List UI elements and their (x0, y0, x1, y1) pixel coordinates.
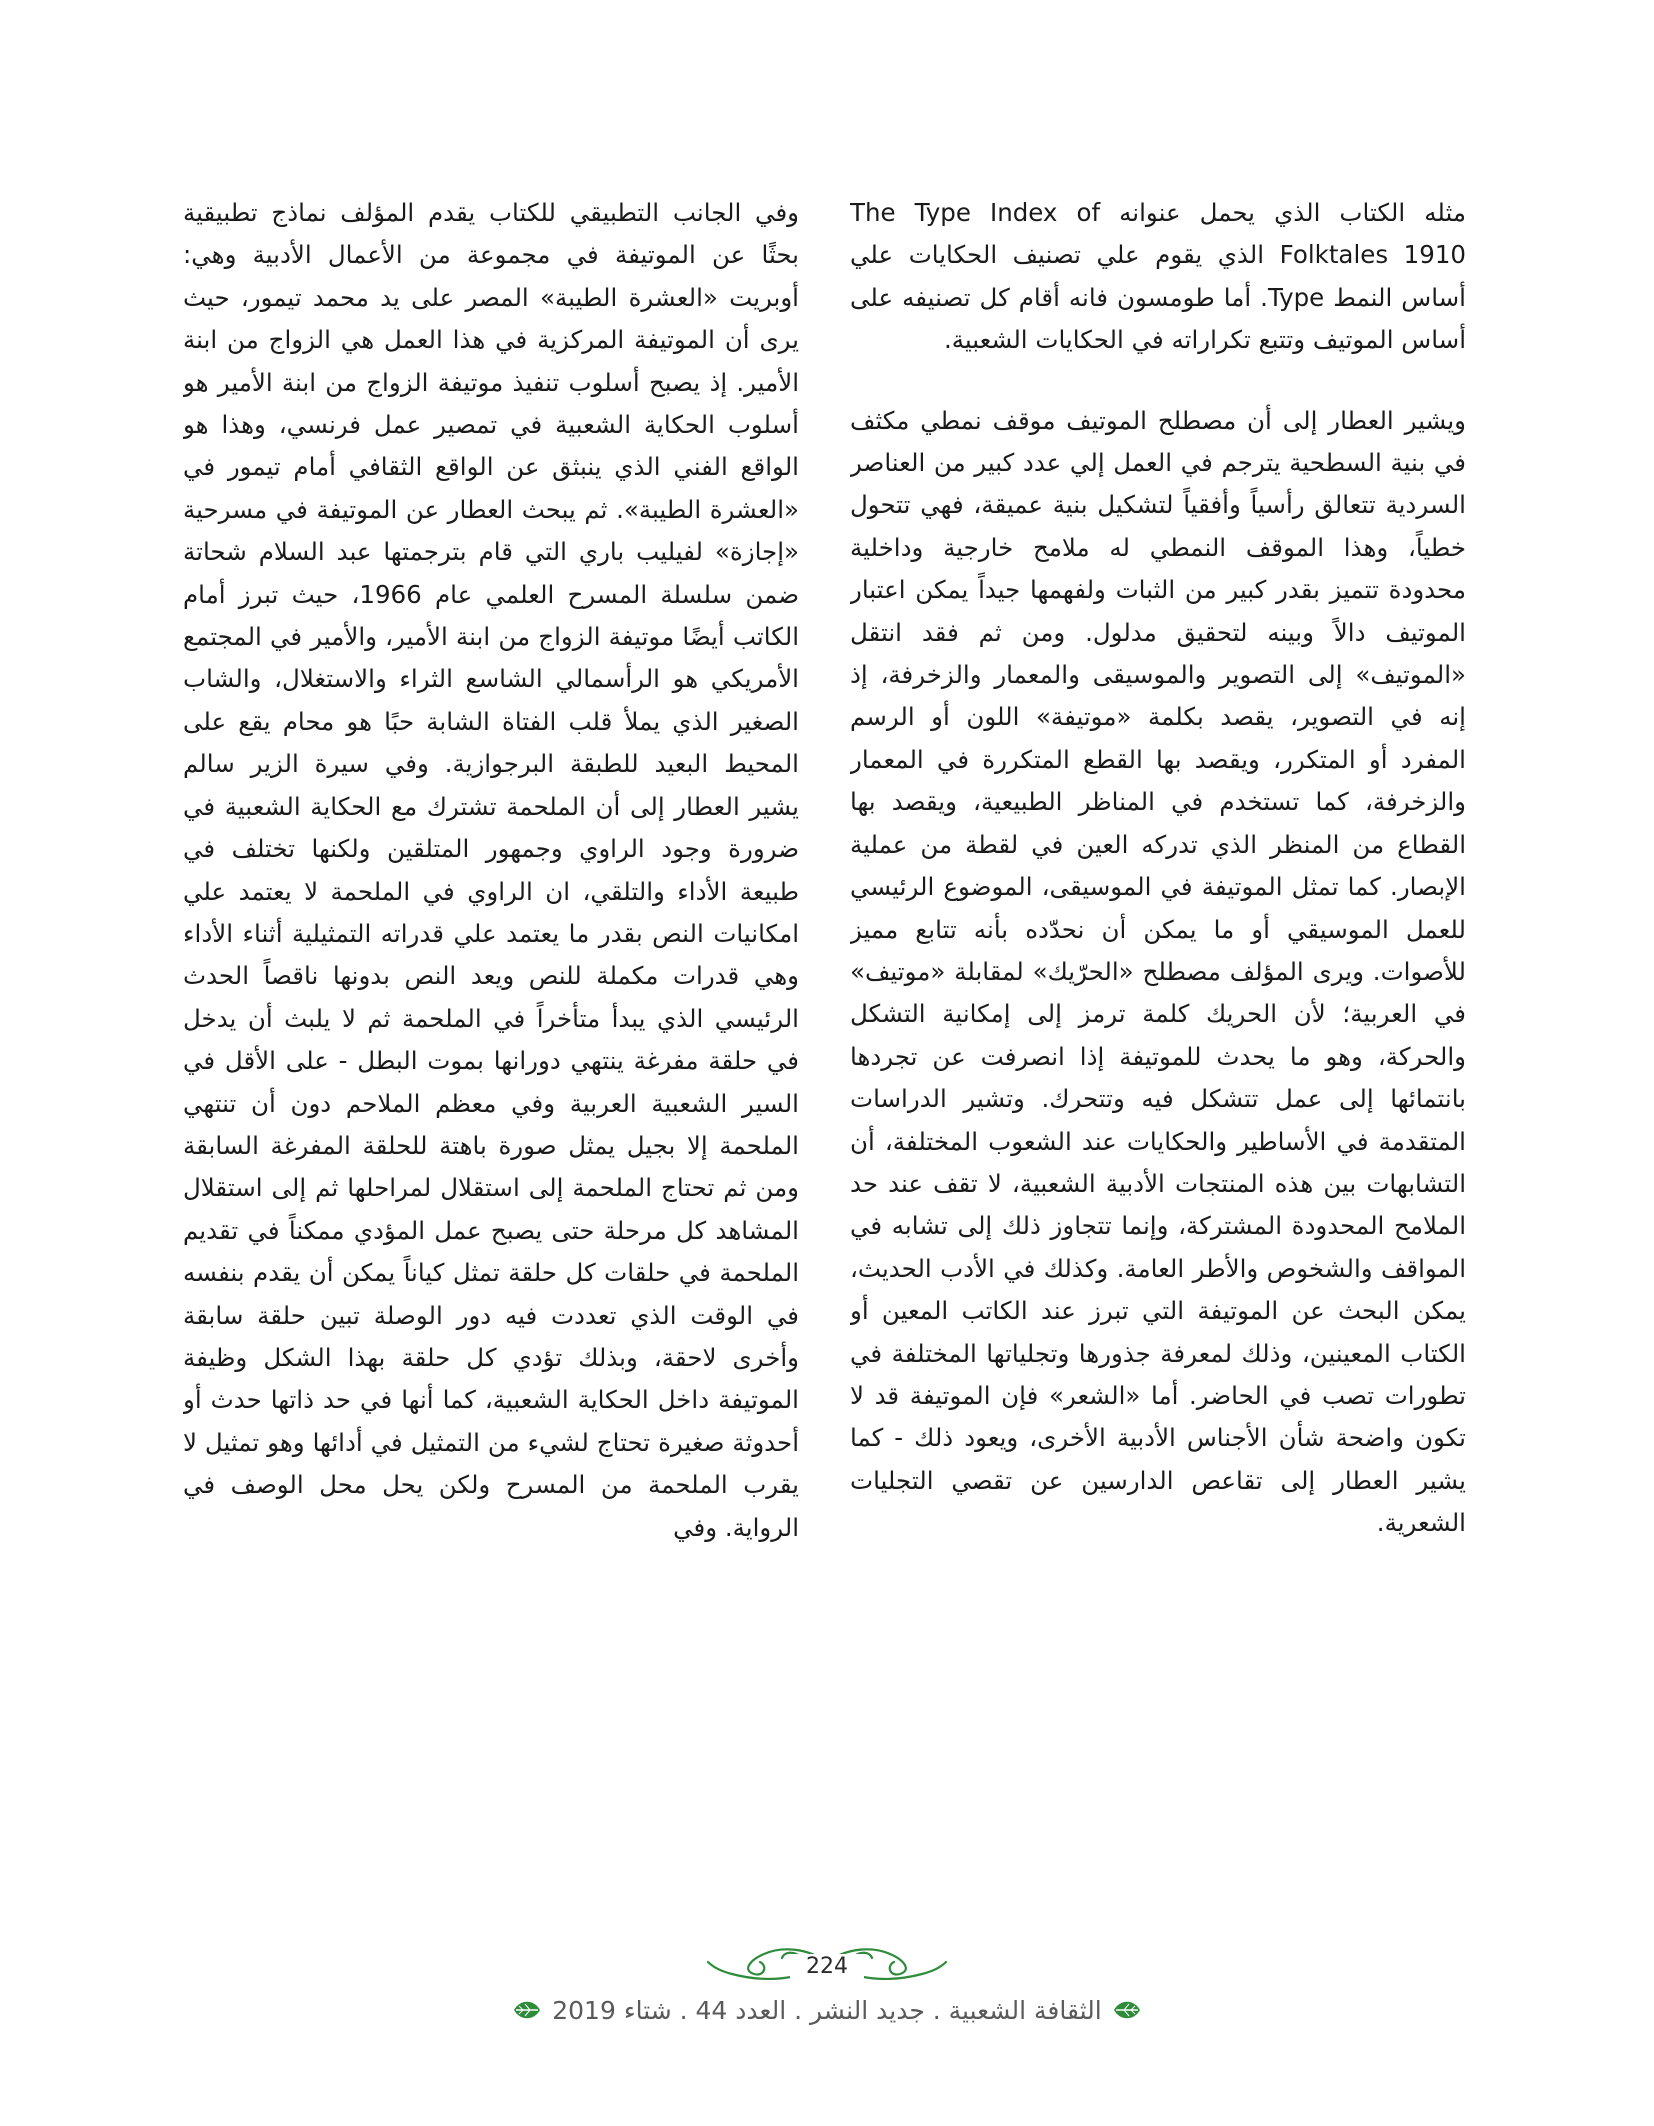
publication-line (497, 1990, 1157, 2030)
page-number: 224 (790, 1954, 864, 1980)
paragraph: وفي الجانب التطبيقي للكتاب يقدم المؤلف نماذج تطبيقية بحثًا عن الموتيفة في مجموعة من الأعمال الأدبية وهي: أوبريت «العشرة الطيبة» المصر على يد محمد تيمور، حيث يرى أن الموتيفة المركزية في هذا العمل هي الزواج من ابنة الأمير. إذ يصبح أسلوب تنفيذ موتيفة الزواج من ابنة الأمير هو أسلوب الحكاية الشعبية في تمصير عمل فرنسي، وهذا هو الواقع الفني الذي ينبثق عن الواقع الثقافي أمام تيمور في «العشرة الطيبة». ثم يبحث العطار عن الموتيفة في مسرحية «إجازة» لفيليب باري التي قام بترجمتها عبد السلام شحاتة ضمن سلسلة المسرح العلمي عام 1966، حيث تبرز أمام الكاتب أيضًا موتيفة الزواج من ابنة الأمير، والأمير في المجتمع الأمريكي هو الرأسمالي الشاسع الثراء والاستغلال، والشاب الصغير الذي يملأ قلب الفتاة الشابة حبًا هو محام يقع على المحيط البعيد للطبقة البرجوازية. وفي سيرة الزير سالم يشير العطار إلى أن الملحمة تشترك مع الحكاية الشعبية في ضرورة وجود الراوي وجمهور المتلقين ولكنها تختلف في طبيعة الأداء والتلقي، ان الراوي في الملحمة لا يعتمد علي امكانيات النص بقدر ما يعتمد علي قدراته التمثيلية أثناء الأداء وهي قدرات مكملة للنص ويعد النص بدونها ناقصاً الحدث الرئيسي الذي يبدأ متأخراً في الملحمة ثم لا يلبث أن يدخل في حلقة مفرغة ينتهي دورانها بموت البطل - على الأقل في السير الشعبية العربية وفي معظم الملاحم دون أن تنتهي الملحمة إلا بجيل يمثل صورة باهتة للحلقة المفرغة السابقة ومن ثم تحتاج الملحمة إلى استقلال لمراحلها ثم إلى استقلال المشاهد كل مرحلة حتى يصبح عمل المؤدي ممكناً في تقديم الملحمة في حلقات كل حلقة تمثل كياناً يمكن أن يقدم بنفسه في الوقت الذي تعددت فيه دور الوصلة تبين حلقة سابقة وأخرى لاحقة، وبذلك تؤدي كل حلقة بهذا الشكل وظيفة الموتيفة داخل الحكاية الشعبية، كما أنها في حد ذاتها حدث أو أحدوثة صغيرة تحتاج لشيء من التمثيل في أدائها وهو تمثيل لا يقرب الملحمة من المسرح ولكن يحل محل الوصف في الرواية. وفي (183, 198, 799, 1542)
publication-info: الثقافة الشعبية . جديد النشر . العدد 44 . شتاء 2019 (552, 1995, 1102, 2025)
leaf-icon (1112, 1997, 1142, 2023)
article-column-right (850, 192, 1466, 1952)
paragraph: ويشير العطار إلى أن مصطلح الموتيف موقف نمطي مكثف في بنية السطحية يترجم في العمل إلي عدد كبير من العناصر السردية تتعالق رأسياً وأفقياً لتشكيل بنية عميقة، فهي تتحول خطياً، وهذا الموقف النمطي له ملامح خارجية وداخلية محدودة تتميز بقدر كبير من الثبات ولفهمها جيداً يمكن اعتبار الموتيف دالاً وبينه لتحقيق مدلول. ومن ثم فقد انتقل «الموتيف» إلى التصوير والموسيقى والمعمار والزخرفة، إذ إنه في التصوير، يقصد بكلمة «موتيفة» اللون أو الرسم المفرد أو المتكرر، ويقصد بها القطع المتكررة في المعمار والزخرفة، كما تستخدم في المناظر الطبيعية، ويقصد بها القطاع من المنظر الذي تدركه العين في لقطة من عملية الإبصار. كما تمثل الموتيفة في الموسيقى، الموضوع الرئيسي للعمل الموسيقي أو ما يمكن أن نحدّده بأنه تتابع مميز للأصوات. ويرى المؤلف مصطلح «الحرّيك» لمقابلة «موتيف» في العربية؛ لأن الحريك كلمة ترمز إلى إمكانية التشكل والحركة، وهو ما يحدث للموتيفة إذا انصرفت عن تجردها بانتمائها إلى عمل تتشكل فيه وتتحرك. وتشير الدراسات المتقدمة في الأساطير والحكايات عند الشعوب المختلفة، أن التشابهات بين هذه المنتجات الأدبية الشعبية، لا تقف عند حد الملامح المحدودة المشتركة، وإنما تتجاوز ذلك إلى تشابه في المواقف والشخوص والأطر العامة. وكذلك في الأدب الحديث، يمكن البحث عن الموتيفة التي تبرز عند الكاتب المعين أو الكتاب المعينين، وذلك لمعرفة جذورها وتجلياتها المختلفة في تطورات تصب في الحاضر. أما «الشعر» فإن الموتيفة قد لا تكون واضحة شأن الأجناس الأدبية الأخرى، ويعود ذلك - كما يشير العطار إلى تقاعص الدارسين عن تقصي التجليات الشعرية. (850, 405, 1466, 1538)
article-column-left (183, 192, 799, 1952)
paragraph: مثله الكتاب الذي يحمل عنوانه The Type Index of Folktales 1910 الذي يقوم علي تصنيف الحكايات علي أساس النمط Type. أما طومسون فانه أقام كل تصنيفه على أساس الموتيف وتتبع تكراراته في الحكايات الشعبية. (850, 198, 1466, 355)
page-footer (0, 1940, 1654, 2080)
leaf-icon (512, 1997, 542, 2023)
